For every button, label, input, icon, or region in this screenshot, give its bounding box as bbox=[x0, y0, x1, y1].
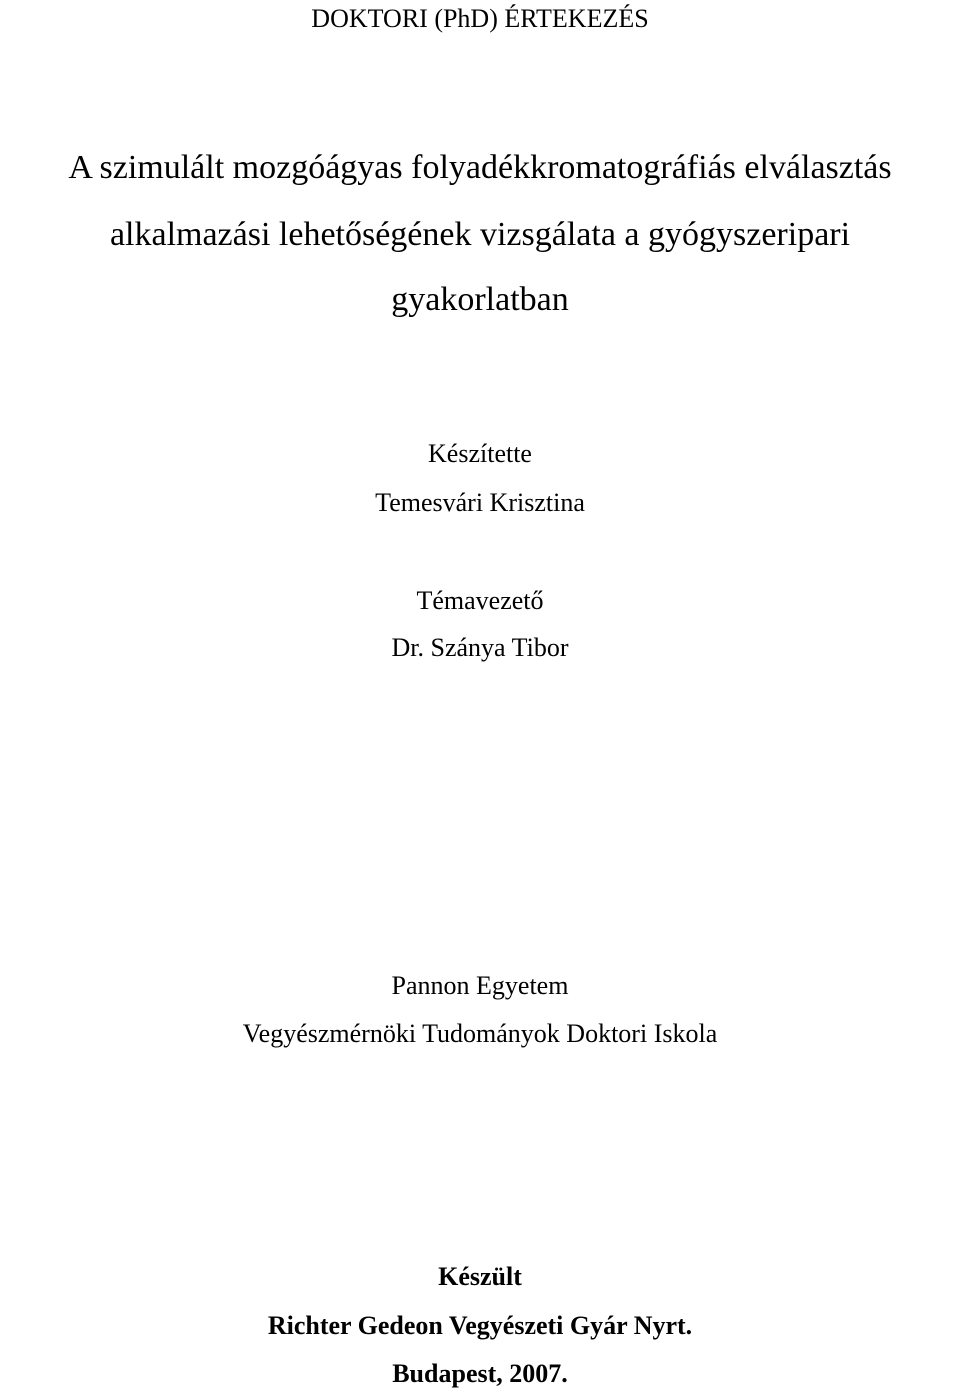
place-and-date: Budapest, 2007. bbox=[392, 1359, 568, 1388]
thesis-title-line-2: alkalmazási lehetőségének vizsgálata a gyógyszeripari bbox=[109, 216, 851, 253]
doctoral-school-name: Vegyészmérnöki Tudományok Doktori Iskola bbox=[242, 1019, 718, 1048]
thesis-title-line-1: A szimulált mozgóágyas folyadékkromatográfiás elválasztás bbox=[68, 149, 892, 186]
prepared-by-label: Készítette bbox=[428, 439, 532, 468]
author-name: Temesvári Krisztina bbox=[375, 488, 585, 517]
supervisor-label: Témavezető bbox=[416, 586, 544, 615]
supervisor-name: Dr. Szánya Tibor bbox=[391, 633, 569, 662]
university-name: Pannon Egyetem bbox=[391, 971, 569, 1000]
document-type: DOKTORI (PhD) ÉRTEKEZÉS bbox=[311, 4, 649, 33]
made-at-label: Készült bbox=[438, 1262, 522, 1291]
thesis-title-line-3: gyakorlatban bbox=[391, 281, 569, 318]
company-name: Richter Gedeon Vegyészeti Gyár Nyrt. bbox=[267, 1311, 693, 1340]
